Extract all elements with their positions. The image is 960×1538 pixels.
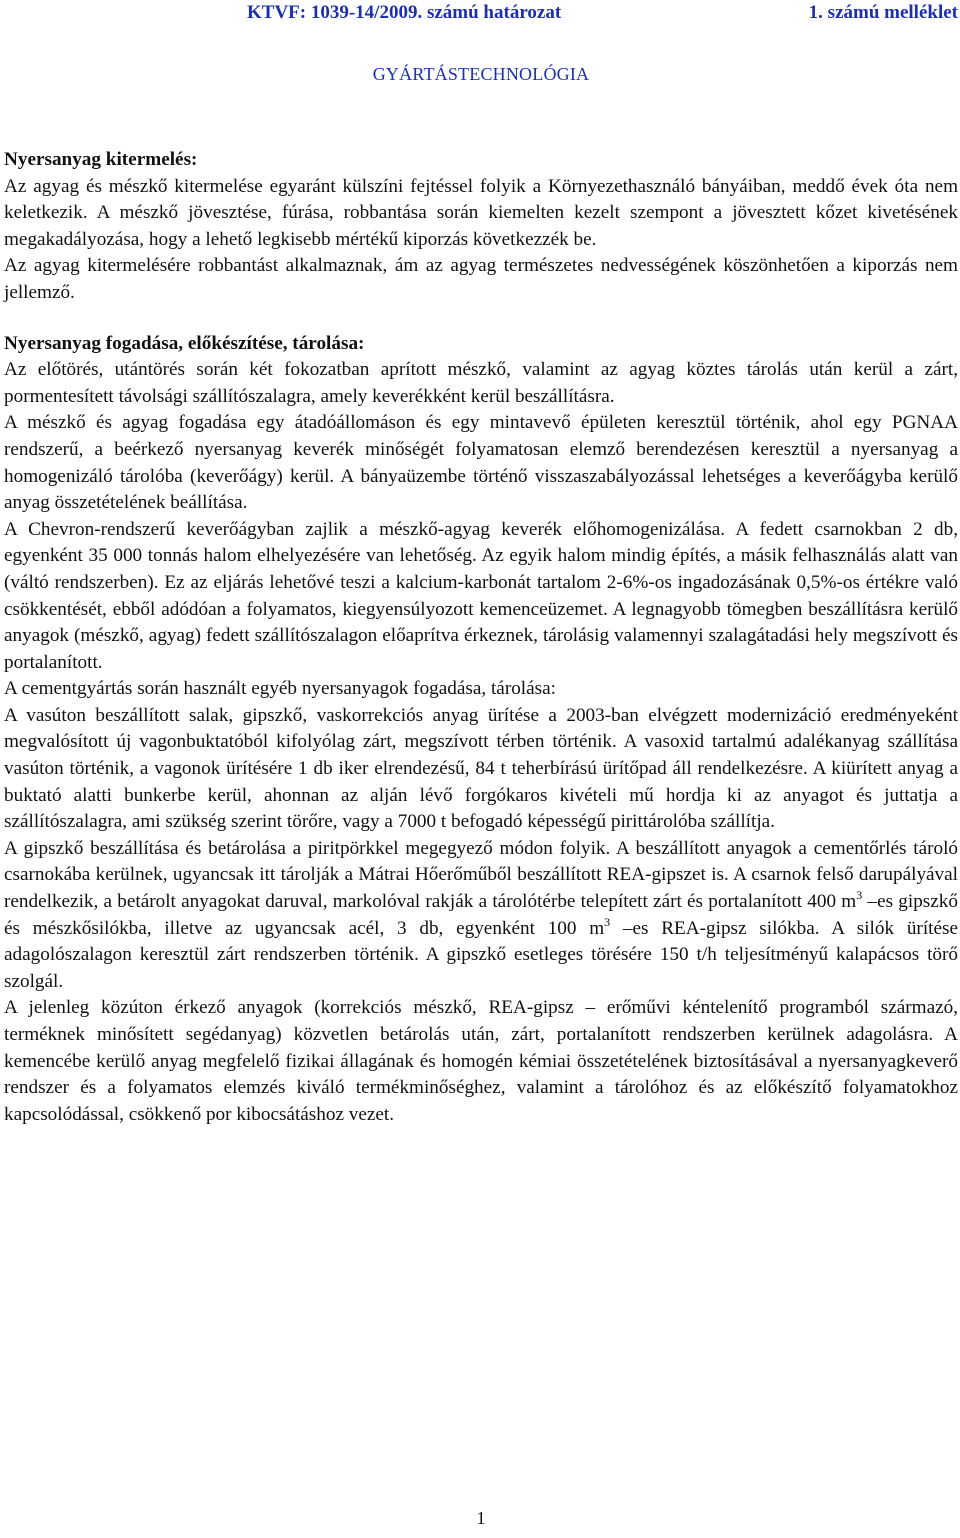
paragraph: A vasúton beszállított salak, gipszkő, vaskorrekciós anyag ürítése a 2003-ban elvégzett modernizáció eredményeként megvalósított új vagonbuktatóból kifolyólag zárt, megszívott térben történik. A vasoxid tartalmú adalékanyag szállítása vasúton történik, a vagonok ürítésére 1 db iker elrendezésű, 84 t teherbírású ürítőpad áll rendelkezésre. A kiürített anyag a buktató alatti bunkerbe kerül, ahonnan az alján lévő forgókaros kivételi mű hordja ki az anyagot és juttatja a szállítószalagra, ami szükség szerint törőre, vagy a 7000 t befogadó képességű pirittárolóba szállítja. — [4, 704, 958, 833]
paragraph: A mészkő és agyag fogadása egy átadóállomáson és egy mintavevő épületen keresztül történik, ahol egy PGNAA rendszerű, a beérkező nyersanyag keverék minőségét folyamatosan elemző berendezésen keresztül a nyersanyag a homogenizáló tárolóba (keverőágy) kerül. A bányaüzembe történő visszaszabályozással lehetséges a keverőágyba kerülő anyag összetételének beállítása. — [4, 412, 958, 514]
subheading-paragraph: A cementgyártás során használt egyéb nyersanyagok fogadása, tárolása: — [4, 678, 556, 700]
section-heading-extraction: Nyersanyag kitermelés: — [4, 149, 198, 170]
page-header — [4, 2, 958, 30]
superscript: 3 — [604, 914, 611, 929]
superscript: 3 — [856, 888, 863, 903]
decision-reference: KTVF: 1039-14/2009. számú határozat — [247, 2, 562, 23]
document-title: GYÁRTÁSTECHNOLÓGIA — [372, 64, 590, 84]
paragraph: Az előtörés, utántörés során két fokozatban aprított mészkő, valamint az agyag köztes tárolás után kerül a zárt, pormentesített távolsági szállítószalagra, amely keverékként kerül beszállításra. — [4, 359, 958, 407]
page-number: 1 — [476, 1508, 486, 1528]
annex-label: 1. számú melléklet — [808, 2, 958, 23]
paragraph-gypsum: A gipszkő beszállítása és betárolása a piritpörkkel megegyező módon folyik. A beszállított anyagok a cementőrlés tároló csarnokába kerülnek, ugyancsak itt tárolják a Mátrai Hőerőműből beszállított REA-gipszet is. A csarnok felső darupályával rendelkezik, a betárolt anyagokat daruval, markolóval rakják a tárolótérbe telepített zárt és portalanított 400 $m^3$ –es gipszkő és mészkősilókba, illetve az ugyancsak acél, 3 db, egyenként 100 $m^3$ –es REA-gipsz silókba. A silók ürítése adagolószalagon keresztül zárt rendszerben történik. A gipszkő esetleges törésére 150 t/h teljesítményű kalapácsos törő szolgál. — [4, 837, 958, 992]
paragraph: Az agyag kitermelésére robbantást alkalmaznak, ám az agyag természetes nedvességének köszönhetően a kiporzás nem jellemző. — [4, 255, 958, 303]
document-body — [4, 147, 958, 1128]
section-heading-reception: Nyersanyag fogadása, előkészítése, tárolása: — [4, 332, 365, 354]
paragraph: A jelenleg közúton érkező anyagok (korrekciós mészkő, REA-gipsz – erőművi kéntelenítő programból származó, terméknek minősített segédanyag) közvetlen betárolás után, zárt, portalanított rendszerben kerülnek adagolásra. A kemencébe kerülő anyag megfelelő fizikai állagának és homogén kémiai összetételének biztosításával a nyersanyagkeverő rendszer és a folyamatos elemzés kiváló termékminőséghez, valamint a tárolóhoz és az előkészítő folyamatokhoz kapcsolódással, csökkenő por kibocsátáshoz vezet. — [4, 997, 958, 1125]
paragraph: A Chevron-rendszerű keverőágyban zajlik a mészkő-agyag keverék előhomogenizálása. A fedett csarnokban 2 db, egyenként 35 000 tonnás halom elhelyezésére van lehetőség. Az egyik halom mindig építés, a másik felhasználás alatt van (váltó rendszerben). Ez az eljárás lehetővé teszi a kalcium-karbonát tartalom 2-6%-os ingadozásának 0,5%-os értékre való csökkentését, ebből adódóan a folyamatos, kiegyensúlyozott kemenceüzemet. A legnagyobb tömegben beszállításra kerülő anyagok (mészkő, agyag) fedett szállítószalagon előaprítva érkeznek, tárolásig valamennyi szalagátadási hely megszívott és portalanított. — [4, 518, 958, 673]
paragraph: Az agyag és mészkő kitermelése egyaránt külszíni fejtéssel folyik a Környezethasználó bányáiban, meddő évek óta nem keletkezik. A mészkő jövesztése, fúrása, robbantása során kiemelten kezelt szempont a jövesztett kőzet kivetésének megakadályozása, hogy a lehető legkisebb mértékű kiporzás következzék be. — [4, 175, 958, 250]
